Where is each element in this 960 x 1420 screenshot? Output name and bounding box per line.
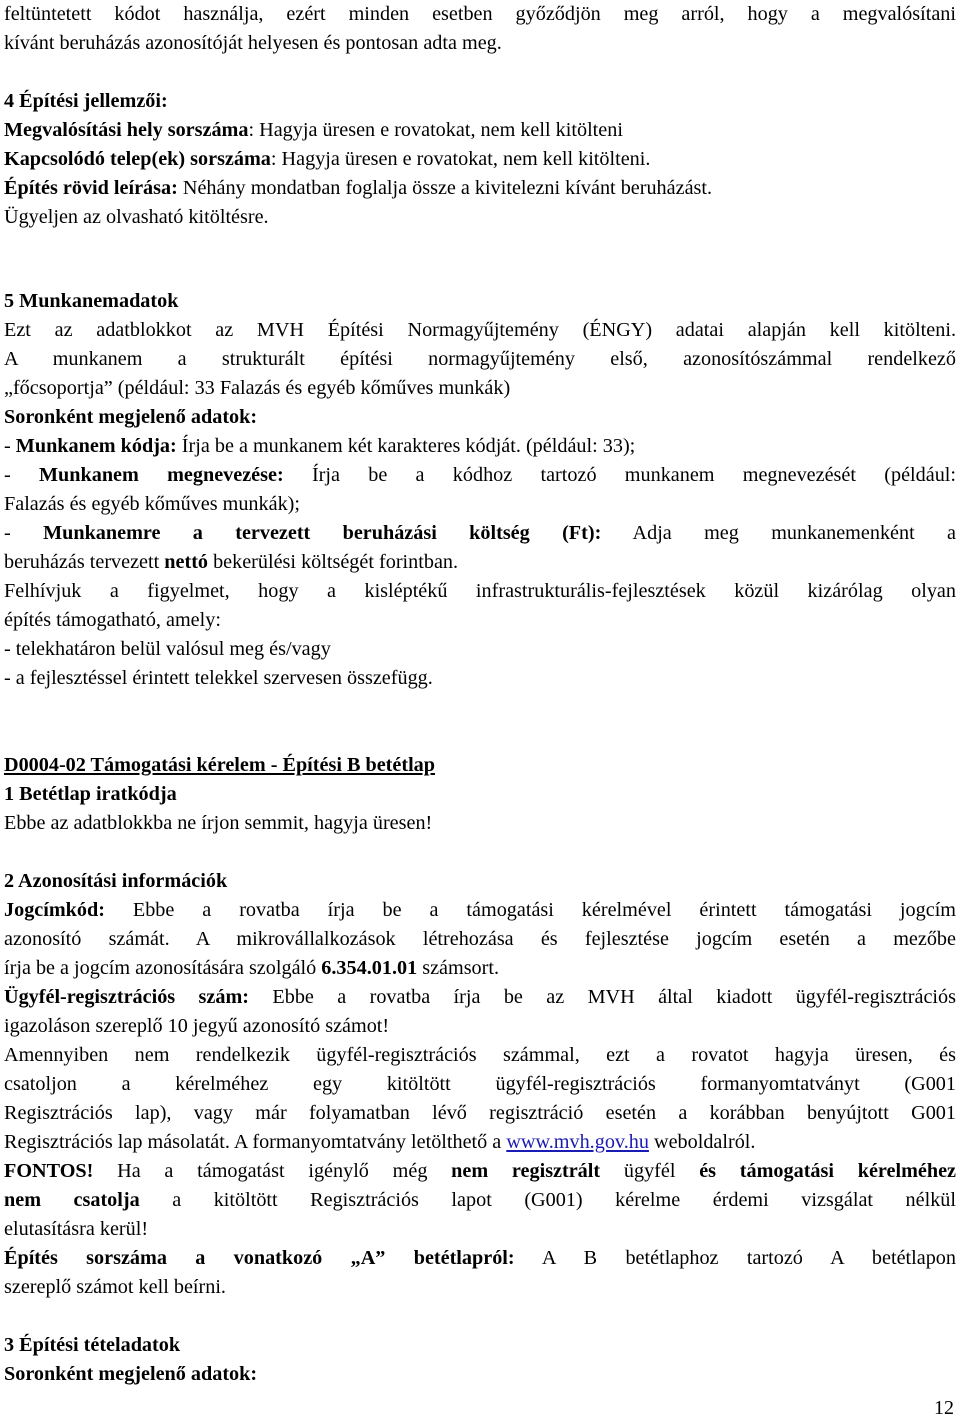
body-text: azonosító számát. A mikrovállalkozások létrehozása és fejlesztése jogcím esetén a mezőbe — [4, 928, 956, 950]
body-text: Ügyeljen az olvasható kitöltésre. — [4, 206, 269, 228]
body-text: „főcsoportja” (például: 33 Falazás és egyéb kőműves munkák) — [4, 377, 511, 399]
field-description — [4, 1244, 956, 1272]
field-text: Adja meg munkanemenként a — [601, 522, 956, 544]
field-label: Munkanemre a tervezett beruházási költség (Ft): — [43, 522, 602, 544]
list-item: - a fejlesztéssel érintett telekkel szervesen összefügg. — [4, 667, 433, 689]
field-description — [4, 896, 956, 924]
subheading: Soronként megjelenő adatok: — [4, 1363, 258, 1385]
text: számsort. — [417, 957, 500, 979]
page-number: 12 — [934, 1397, 954, 1419]
emphasis: nem regisztrált — [451, 1160, 601, 1182]
field-text: A B betétlaphoz tartozó A betétlapon — [514, 1247, 956, 1269]
section-heading: 3 Építési tételadatok — [4, 1334, 181, 1356]
text: ügyfél — [600, 1160, 700, 1182]
dash: - — [4, 522, 44, 544]
body-text: Amennyiben nem rendelkezik ügyfél-regisztrációs számmal, ezt a rovatot hagyja üresen, és — [4, 1044, 956, 1066]
emphasis: nem csatolja — [4, 1189, 140, 1211]
section-heading: 4 Építési jellemzői: — [4, 90, 168, 112]
warning-label: FONTOS! — [4, 1160, 94, 1182]
field-text: Írja be a kódhoz tartozó munkanem megnevezését (például: — [283, 464, 957, 486]
field-text: Néhány mondatban foglalja össze a kivitelezni kívánt beruházást. — [177, 177, 713, 199]
body-text: Ezt az adatblokkot az MVH Építési Normagyűjtemény (ÉNGY) adatai alapján kell kitölteni. — [4, 319, 956, 341]
text: Regisztrációs lap másolatát. A formanyomtatvány letölthető a — [4, 1131, 507, 1153]
subheading: Soronként megjelenő adatok: — [4, 406, 258, 428]
body-text — [4, 954, 956, 982]
body-text: feltüntetett kódot használja, ezért minden esetben győződjön meg arról, hogy a megvalósítani — [4, 3, 956, 25]
field-description — [4, 983, 956, 1011]
field-label: Kapcsolódó telep(ek) sorszáma — [4, 148, 271, 170]
list-item: - telekhatáron belül valósul meg és/vagy — [4, 638, 331, 660]
body-text: Ebbe az adatblokkba ne írjon semmit, hagyja üresen! — [4, 812, 433, 834]
body-text: elutasításra kerül! — [4, 1218, 149, 1240]
field-description — [4, 145, 956, 173]
section-heading: 1 Betétlap iratkódja — [4, 783, 177, 805]
field-text: Ebbe a rovatba írja be az MVH által kiadott ügyfél-regisztrációs — [249, 986, 956, 1008]
body-text: csatoljon a kérelméhez egy kitöltött ügyfél-regisztrációs formanyomtatványt (G001 — [4, 1073, 956, 1095]
field-label: Munkanem kódja: — [15, 435, 177, 457]
body-text — [4, 548, 956, 576]
emphasis: és támogatási kérelméhez — [699, 1160, 957, 1182]
field-description — [4, 116, 956, 144]
field-label: Építés sorszáma a vonatkozó „A” betétlapról: — [4, 1247, 515, 1269]
field-description — [4, 174, 956, 202]
text: beruházás tervezett — [4, 551, 165, 573]
body-text: Falazás és egyéb kőműves munkák); — [4, 493, 301, 515]
body-text: kívánt beruházás azonosítóját helyesen és pontosan adta meg. — [4, 32, 502, 54]
field-text: : Hagyja üresen e rovatokat, nem kell kitölteni — [248, 119, 623, 141]
body-text — [4, 1128, 956, 1156]
field-label: Ügyfél-regisztrációs szám: — [4, 986, 249, 1008]
field-label: Jogcímkód: — [4, 899, 105, 921]
website-link[interactable]: www.mvh.gov.hu — [506, 1131, 649, 1153]
warning-text — [4, 1186, 956, 1214]
text: bekerülési költségét forintban. — [208, 551, 459, 573]
section-heading: 5 Munkanemadatok — [4, 290, 179, 312]
text: weboldalról. — [648, 1131, 756, 1153]
body-text: szereplő számot kell beírni. — [4, 1276, 226, 1298]
list-item — [4, 519, 956, 547]
code-value: 6.354.01.01 — [321, 957, 418, 979]
field-label: Munkanem megnevezése: — [39, 464, 284, 486]
list-item — [4, 461, 956, 489]
list-item — [4, 432, 956, 460]
field-text: : Hagyja üresen e rovatokat, nem kell kitölteni. — [270, 148, 651, 170]
emphasis: nettó — [164, 551, 209, 573]
warning-text — [4, 1157, 956, 1185]
body-text: Felhívjuk a figyelmet, hogy a kisléptékű infrastrukturális-fejlesztések közül kizárólag olyan — [4, 580, 956, 602]
document-title: D0004-02 Támogatási kérelem - Építési B betétlap — [4, 754, 436, 776]
body-text: igazoláson szereplő 10 jegyű azonosító számot! — [4, 1015, 390, 1037]
dash: - — [4, 435, 16, 457]
section-heading: 2 Azonosítási információk — [4, 870, 228, 892]
text: a kitöltött Regisztrációs lapot (G001) kérelme érdemi vizsgálat nélkül — [139, 1189, 956, 1211]
dash: - — [4, 464, 39, 486]
body-text: Regisztrációs lap), vagy már folyamatban lévő regisztráció esetén a korábban benyújtott G001 — [4, 1102, 956, 1124]
field-text: Ebbe a rovatba írja be a támogatási kérelmével érintett támogatási jogcím — [104, 899, 956, 921]
text: írja be a jogcím azonosítására szolgáló — [4, 957, 322, 979]
field-label: Építés rövid leírása: — [4, 177, 178, 199]
body-text: építés támogatható, amely: — [4, 609, 221, 631]
text: Ha a támogatást igénylő még — [93, 1160, 452, 1182]
field-label: Megvalósítási hely sorszáma — [4, 119, 249, 141]
body-text: A munkanem a strukturált építési normagyűjtemény első, azonosítószámmal rendelkező — [4, 348, 956, 370]
field-text: Írja be a munkanem két karakteres kódját. (például: 33); — [176, 435, 636, 457]
